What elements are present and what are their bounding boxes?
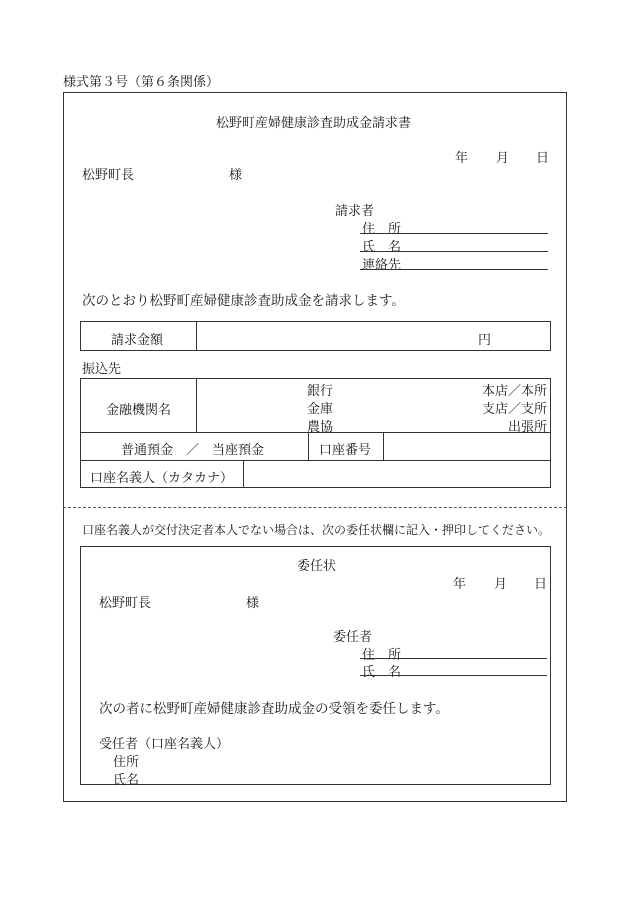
amount-label: 請求金額 (111, 333, 164, 348)
date-month: 月 (496, 151, 510, 166)
claimant-address-line[interactable] (360, 233, 548, 234)
bank-type-nokyo[interactable]: 農協 (307, 420, 334, 435)
account-number-field[interactable] (384, 433, 550, 459)
claimant-name-line[interactable] (360, 251, 548, 252)
account-holder-label: 口座名義人（カタカナ） (90, 471, 234, 486)
proxy-date-month: 月 (494, 577, 508, 592)
account-type-divider (308, 432, 309, 460)
bank-label: 金融機関名 (106, 403, 172, 418)
proxy-date-year: 年 (453, 577, 467, 592)
amount-field[interactable] (197, 322, 467, 350)
form-number: 様式第３号（第６条関係） (63, 75, 220, 90)
addressee-name: 松野町長 (82, 168, 135, 183)
branch-type-main[interactable]: 本店／本所 (481, 384, 547, 399)
delegate-address-label: 住所 (113, 755, 140, 770)
claim-statement: 次のとおり松野町産婦健康診査助成金を請求します。 (82, 293, 405, 309)
delegator-label: 委任者 (333, 630, 373, 645)
transfer-label: 振込先 (82, 362, 122, 377)
date-year: 年 (455, 151, 469, 166)
delegator-address-label: 住 所 (362, 648, 402, 663)
branch-type-office[interactable]: 出張所 (507, 420, 547, 435)
delegate-label: 受任者（口座名義人） (99, 737, 230, 752)
proxy-addressee-name: 松野町長 (99, 596, 152, 611)
bank-type-shinkin[interactable]: 金庫 (307, 402, 334, 417)
claimant-name-label: 氏 名 (362, 240, 402, 255)
account-type-label[interactable]: 普通預金 ／ 当座預金 (121, 443, 265, 458)
branch-type-branch[interactable]: 支店／支所 (481, 402, 547, 417)
claimant-contact-line[interactable] (360, 269, 548, 270)
delegator-name-label: 氏 名 (362, 665, 402, 680)
addressee-honorific: 様 (229, 168, 243, 183)
page-title: 松野町産婦健康診査助成金請求書 (216, 116, 412, 131)
delegator-address-line[interactable] (360, 658, 547, 659)
claimant-label: 請求者 (335, 204, 375, 219)
bank-label-divider (196, 378, 197, 432)
account-number-label: 口座番号 (319, 443, 372, 458)
proxy-addressee-honorific: 様 (246, 596, 260, 611)
claimant-contact-label: 連絡先 (362, 258, 402, 273)
proxy-title: 委任状 (297, 559, 337, 574)
proxy-date-day: 日 (534, 577, 548, 592)
delegate-name-label: 氏名 (113, 773, 140, 788)
amount-unit: 円 (478, 333, 492, 348)
bank-type-bank[interactable]: 銀行 (307, 384, 334, 399)
proxy-note: 口座名義人が交付決定者本人でない場合は、次の委任状欄に記入・押印してください。 (82, 523, 551, 537)
proxy-statement: 次の者に松野町産婦健康診査助成金の受領を委任します。 (99, 701, 449, 717)
date-day: 日 (536, 151, 550, 166)
cut-line (63, 507, 567, 508)
account-holder-field[interactable] (244, 461, 550, 487)
claimant-address-label: 住 所 (362, 222, 402, 237)
delegator-name-line[interactable] (360, 675, 547, 676)
